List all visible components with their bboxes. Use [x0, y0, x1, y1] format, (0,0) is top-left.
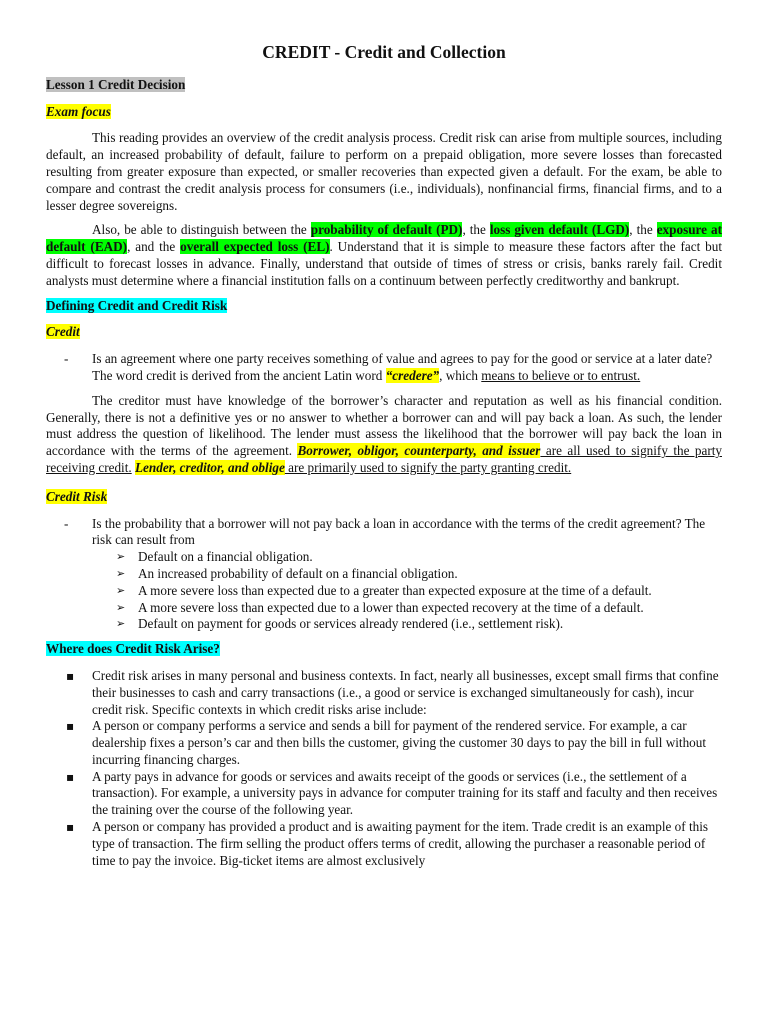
- list-item: [46, 516, 722, 634]
- text-run: Is an agreement where one party receives something of value and agrees to pay for the good or service at a later date? The word credit is derived from the ancient Latin word: [92, 351, 713, 383]
- defining-heading: [46, 298, 722, 315]
- creditor-paragraph: [46, 393, 722, 477]
- lgd-term: loss given default (LGD): [489, 222, 630, 238]
- list-item: ➢ Default on a financial obligation.: [112, 549, 722, 566]
- list-item: ▪ A party pays in advance for goods or services and awaits receipt of the goods or services (i.e., the settlement of a transaction). For example, a university pays in advance for computer training for its staff and faculty and then receives the training over the course of the following year.: [46, 769, 722, 819]
- text-run: , which: [439, 367, 482, 383]
- credit-risk-heading-text: Credit Risk: [46, 488, 108, 504]
- list-item: [46, 351, 722, 385]
- credit-risk-heading: [46, 489, 722, 506]
- exam-focus-paragraph-1: This reading provides an overview of the credit analysis process. Credit risk can arise from multiple sources, including default, an increased probability of default, failure to perform on a prepaid obligation, more severe losses than forecasted resulting from greater exposure than expected, or smaller recoveries than expected given a default. For the exam, be able to compare and contrast the credit analysis process for consumers (i.e., individuals), nonfinancial firms, financial firms, and to a lesser degree sovereigns.: [46, 130, 722, 213]
- credit-definition-list: [46, 351, 722, 385]
- where-list: [46, 668, 722, 870]
- text-run: , the: [462, 222, 490, 238]
- text-run-underlined: are primarily used to signify the party granting credit.: [284, 459, 572, 475]
- defining-heading-text: Defining Credit and Credit Risk: [46, 297, 228, 313]
- borrower-terms: Borrower, obligor, counterparty, and issuer: [297, 443, 541, 459]
- credit-risk-list: [46, 516, 722, 634]
- ead-term: exposure at default (EAD): [46, 222, 722, 255]
- list-item: ➢ A more severe loss than expected due to a greater than expected exposure at the time of a default.: [112, 583, 722, 600]
- list-item: ▪ Credit risk arises in many personal and business contexts. In fact, nearly all businesses, except small firms that confine their businesses to cash and carry transactions (i.e., a good or service is exchanged simultaneously for cash), incur credit risk. Specific contexts in which credit risks arise include:: [46, 668, 722, 718]
- text-run: , and the: [127, 239, 181, 255]
- credit-risk-intro: Is the probability that a borrower will not pay back a loan in accordance with the terms of the credit agreement? The risk can result from: [92, 515, 706, 548]
- credere-term: “credere”: [385, 367, 440, 383]
- list-item: ➢ An increased probability of default on a financial obligation.: [112, 566, 722, 583]
- credit-heading-text: Credit: [46, 324, 80, 340]
- where-heading-text: Where does Credit Risk Arise?: [46, 641, 220, 657]
- list-item: ▪ A person or company performs a service and sends a bill for payment of the rendered service. For example, a car dealership fixes a person’s car and then bills the customer, giving the customer 30 days to pay the bill in full without incurring financing charges.: [46, 718, 722, 768]
- credit-heading: [46, 324, 722, 341]
- text-run: Also, be able to distinguish between the: [92, 222, 311, 238]
- risk-sources-list: [92, 549, 722, 633]
- text-run: . Understand that it is simple to measure these factors after the fact but difficult to forecast losses in advance. Finally, understand that outside of times of stress or crisis, banks rarely fail. Credit analysts must determine where a financial institution falls on a continuum between perfectly creditworthy and bankrupt.: [46, 239, 722, 288]
- lender-terms: Lender, creditor, and oblige: [134, 459, 285, 475]
- text-run: , the: [629, 222, 657, 238]
- exam-focus-paragraph-2: [46, 222, 722, 289]
- text-run-underlined: means to believe or to entrust.: [481, 367, 641, 383]
- el-term: overall expected loss (EL): [180, 239, 330, 255]
- lesson-heading: [46, 77, 722, 94]
- text-run-underlined: are all used to signify the party receiving credit.: [46, 443, 722, 475]
- exam-focus-heading: [46, 104, 722, 121]
- exam-focus-heading-text: Exam focus: [46, 103, 111, 119]
- list-item: ➢ A more severe loss than expected due to a lower than expected recovery at the time of a default.: [112, 600, 722, 617]
- lesson-heading-text: Lesson 1 Credit Decision: [46, 76, 186, 92]
- list-item: ➢ Default on payment for goods or services already rendered (i.e., settlement risk).: [112, 616, 722, 633]
- where-heading: [46, 641, 722, 658]
- text-run: The creditor must have knowledge of the borrower’s character and reputation as well as his financial condition. Generally, there is not a definitive yes or no answer to whether a borrower can and will pay back a loan. As such, the lender must address the question of likelihood. The lender must assess the likelihood that the borrower will pay back the loan in accordance with the terms of the agreement.: [46, 392, 722, 459]
- document-title: CREDIT - Credit and Collection: [262, 42, 506, 62]
- pd-term: probability of default (PD): [310, 222, 463, 238]
- list-item: ▪ A person or company has provided a product and is awaiting payment for the item. Trade credit is an example of this type of transaction. The firm selling the product offers terms of credit, allowing the purchaser a reasonable period of time to pay the invoice. Big-ticket items are almost exclusively: [46, 819, 722, 869]
